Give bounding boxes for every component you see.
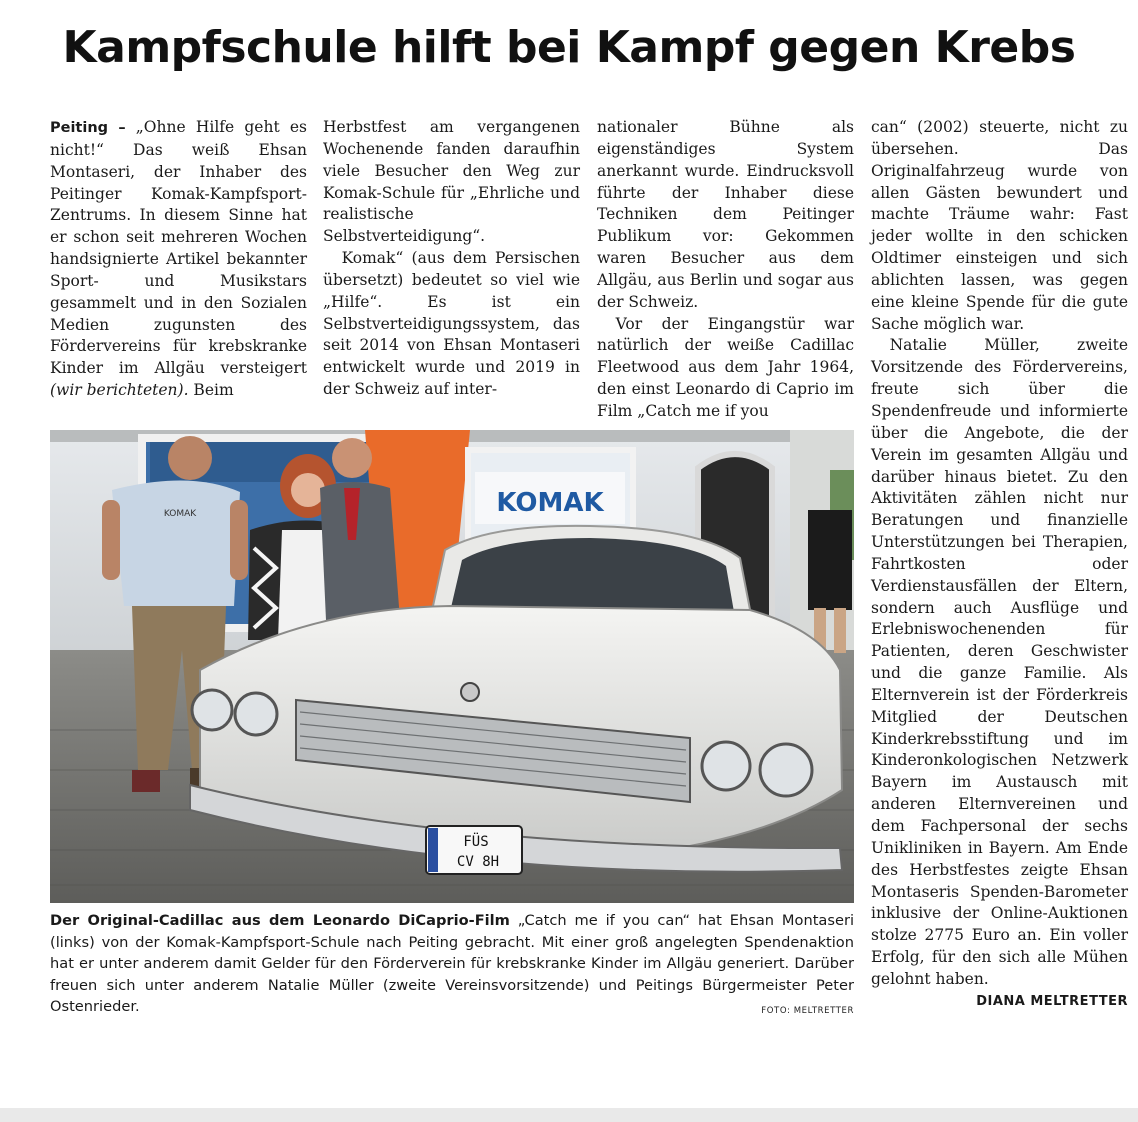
photo-caption bbox=[50, 910, 854, 1023]
paragraph-text: Natalie Müller, zweite Vorsitzende des Fördervereins, freute sich über die Spendenfreude und informierte über die Angebote, die der Verein im gesamten Allgäu und darüber hinaus bietet. Zu den Aktivitäten zählen nicht nur Beratungen und finanzielle Unterstützungen bei Therapien, Fahrtkosten oder Verdienstausfällen der Eltern, sondern auch Ausflüge und Erlebniswochenenden für Patienten, deren Geschwister und die ganze Familie. Als Elternverein ist der Förderkreis Mitglied der Deutschen Kinderkrebsstiftung und im Kinderonkologischen Netzwerk Bayern im Austausch mit anderen Elternvereinen und dem Fachpersonal der sechs Unikliniken in Bayern. Am Ende des Herbstfestes zeigte Ehsan Montaseris Spenden-Barometer inklusive der Online-Auktionen stolze 2775 Euro an. Ein voller Erfolg, für den sich alle Mühen gelohnt haben. bbox=[871, 336, 1128, 988]
paragraph bbox=[871, 335, 1128, 1009]
paragraph-text: „Ohne Hilfe geht es nicht!“ Das weiß Ehsan Montaseri, der Inhaber des Peitinger Komak-Kampfsport-Zentrums. In diesem Sinne hat er schon seit mehreren Wochen handsignierte Artikel bekannter Sport- und Musikstars gesammelt und in den Sozialen Medien zugunsten des Fördervereins für krebskranke Kinder im Allgäu versteigert bbox=[50, 118, 307, 378]
headline: Kampfschule hilft bei Kampf gegen Krebs bbox=[62, 22, 1076, 73]
paragraph: can“ (2002) steuerte, nicht zu übersehen. Das Originalfahrzeug wurde von allen Gästen bewundert und machte Träume wahr: Fast jeder wollte in den schicken Oldtimer einsteigen und sich ablichten lassen, was gegen eine kleine Spende für die gute Sache möglich war. bbox=[871, 118, 1128, 333]
paragraph bbox=[50, 117, 307, 402]
byline: DIANA MELTRETTER bbox=[976, 993, 1128, 1009]
plate-line-2: CV 8H bbox=[456, 854, 500, 870]
article-column-3 bbox=[597, 117, 854, 423]
paragraph: Herbstfest am vergangenen Wochenende fanden daraufhin viele Besucher den Weg zur Komak-Schule für „Ehrliche und realistische Selbstverteidigung“. bbox=[323, 118, 580, 246]
article-column-2 bbox=[323, 117, 580, 401]
caption-lead: Der Original-Cadillac aus dem Leonardo DiCaprio-Film bbox=[50, 912, 510, 929]
article-photo bbox=[50, 430, 854, 903]
paragraph: nationaler Bühne als eigenständiges System anerkannt wurde. Eindrucksvoll führte der Inhaber diese Techniken dem Peitinger Publikum vor: Gekommen waren Besucher aus dem Allgäu, aus Berlin und sogar aus der Schweiz. bbox=[597, 118, 854, 311]
dateline: Peiting – bbox=[50, 120, 126, 136]
cadillac-photo-illustration bbox=[50, 430, 854, 903]
svg-text:KOMAK: KOMAK bbox=[163, 509, 197, 519]
paragraph: Vor der Eingangstür war natürlich der weiße Cadillac Fleetwood aus dem Jahr 1964, den einst Leonardo di Caprio im Film „Catch me if you bbox=[597, 314, 854, 420]
plate-line-1: FÜS bbox=[463, 834, 489, 850]
page-bottom-bar bbox=[0, 1108, 1138, 1122]
komak-sign: KOMAK bbox=[496, 488, 604, 518]
caption-text: „Catch me if you can“ hat Ehsan Montaseri (links) von der Komak-Kampfsport-Schule nach Peiting gebracht. Mit einer groß angelegten Spendenaktion hat er unter anderem damit Gelder für den Förderverein für krebskranke Kinder im Allgäu generiert. Darüber freuen sich unter anderem Natalie Müller (zweite Vereinsvorsitzende) und Peitings Bürgermeister Peter Ostenrieder. bbox=[50, 912, 855, 1015]
article-column-4 bbox=[871, 117, 1128, 1013]
photo-credit: FOTO: MELTRETTER bbox=[761, 1006, 854, 1016]
article-column-1 bbox=[50, 117, 307, 402]
paragraph-text: Beim bbox=[188, 381, 234, 400]
paragraph: Komak“ (aus dem Persischen übersetzt) bedeutet so viel wie „Hilfe“. Es ist ein Selbstverteidigungssystem, das seit 2014 von Ehsan Montaseri entwickelt wurde und 2019 in der Schweiz auf inter- bbox=[323, 249, 580, 399]
reference-note: (wir berichteten). bbox=[50, 381, 189, 400]
license-plate bbox=[426, 826, 522, 874]
